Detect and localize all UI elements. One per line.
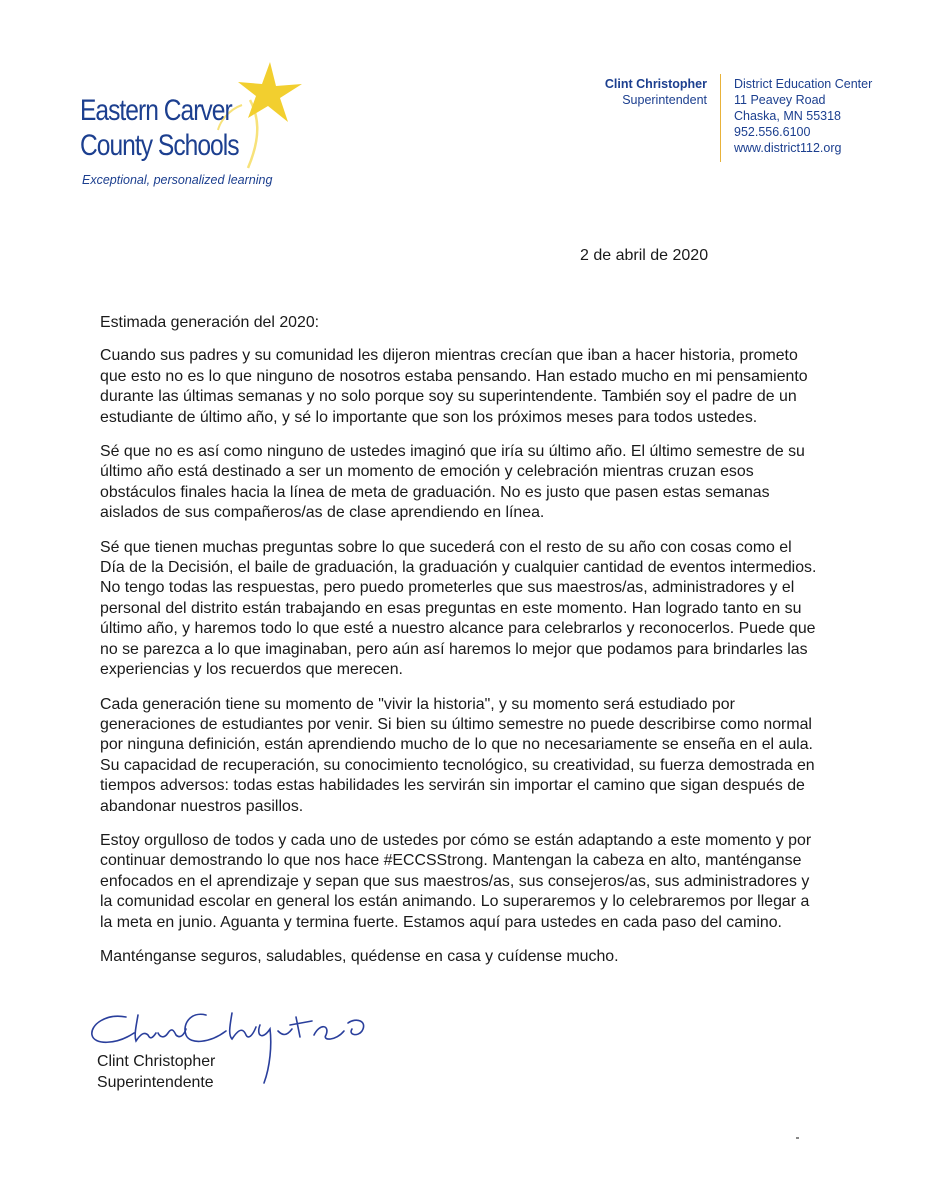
address-block xyxy=(734,76,872,156)
signer-block xyxy=(97,1051,215,1093)
logo-line-2: County Schools xyxy=(80,129,239,162)
letter-date: 2 de abril de 2020 xyxy=(580,247,709,264)
address-phone: 952.556.6100 xyxy=(734,125,811,139)
logo-tagline: Exceptional, personalized learning xyxy=(82,173,273,187)
scan-speck xyxy=(796,1137,799,1139)
sender-name: Clint Christopher xyxy=(604,77,707,91)
paragraph: Estoy orgulloso de todos y cada uno de ustedes por cómo se están adaptando a este momento y por continuar demostrando lo que nos hace #ECCSStrong. Mantengan la cabeza en alto, manténganse enfocados en el aprendizaje y sepan que sus maestros/as, sus consejeros/as, sus administradores y la comunidad escolar en general los están animando. Lo superaremos y lo celebraremos por llegar a la meta en junio. Aguanta y termina fuerte. Estamos aquí para ustedes en cada paso del camino. xyxy=(100,831,812,931)
header-divider xyxy=(720,74,721,162)
paragraph: Sé que no es así como ninguno de ustedes imaginó que iría su último año. El último semestre de su último año está destinado a ser un momento de emoción y celebración mientras cruzan esos obstáculos finales hacia la línea de meta de graduación. No es justo que pasen estas semanas aislados de sus compañeros/as de clase aprendiendo en línea. xyxy=(100,443,805,522)
signer-title: Superintendente xyxy=(97,1074,214,1091)
sender-title: Superintendent xyxy=(622,93,707,107)
paragraph: Sé que tienen muchas preguntas sobre lo que sucederá con el resto de su año con cosas como el Día de la Decisión, el baile de graduación, la graduación y cualquier cantidad de eventos intermedios. No tengo todas las respuestas, pero puedo prometerles que sus maestros/as, administradores y el personal del distrito están trabajando en esas preguntas en este momento. Han logrado tanto en su último año, y haremos todo lo que esté a nuestro alcance para celebrarlos y reconocerlos. Puede que no se parezca a lo que imaginaban, pero aún así haremos lo mejor que podamos para brindarles las experiencias y los recuerdos que merecen. xyxy=(100,538,817,679)
signer-name: Clint Christopher xyxy=(97,1053,216,1070)
paragraph: Cada generación tiene su momento de "vivir la historia", y su momento será estudiado por generaciones de estudiantes por venir. Si bien su último semestre no puede describirse como normal por ninguna definición, están aprendiendo mucho de lo que no necesariamente se enseña en el aula. Su capacidad de recuperación, su conocimiento tecnológico, su creatividad, su fuerza demostrada en tiempos adversos: todas estas habilidades les servirán sin importar el camino que sigan después de abandonar nuestros pasillos. xyxy=(100,695,815,815)
address-city: Chaska, MN 55318 xyxy=(734,109,842,123)
letter-closing: Manténganse seguros, saludables, quédense en casa y cuídense mucho. xyxy=(100,947,619,965)
paragraph: Cuando sus padres y su comunidad les dijeron mientras crecían que iban a hacer historia, prometo que esto no es lo que ninguno de nosotros estaba pensando. Han estado mucho en mi pensamiento durante las últimas semanas y no solo porque soy su superintendente. También soy el padre de un estudiante de último año, y sé lo importante que son los próximos meses para todos ustedes. xyxy=(100,347,808,426)
address-web[interactable]: www.district112.org xyxy=(734,141,842,155)
logo-line-1: Eastern Carver xyxy=(80,94,232,127)
letter-greeting: Estimada generación del 2020: xyxy=(100,314,320,331)
address-street: 11 Peavey Road xyxy=(734,93,826,107)
sender-block xyxy=(600,76,707,108)
letter-body xyxy=(100,313,820,981)
district-logo xyxy=(80,60,300,195)
address-org: District Education Center xyxy=(734,77,873,91)
